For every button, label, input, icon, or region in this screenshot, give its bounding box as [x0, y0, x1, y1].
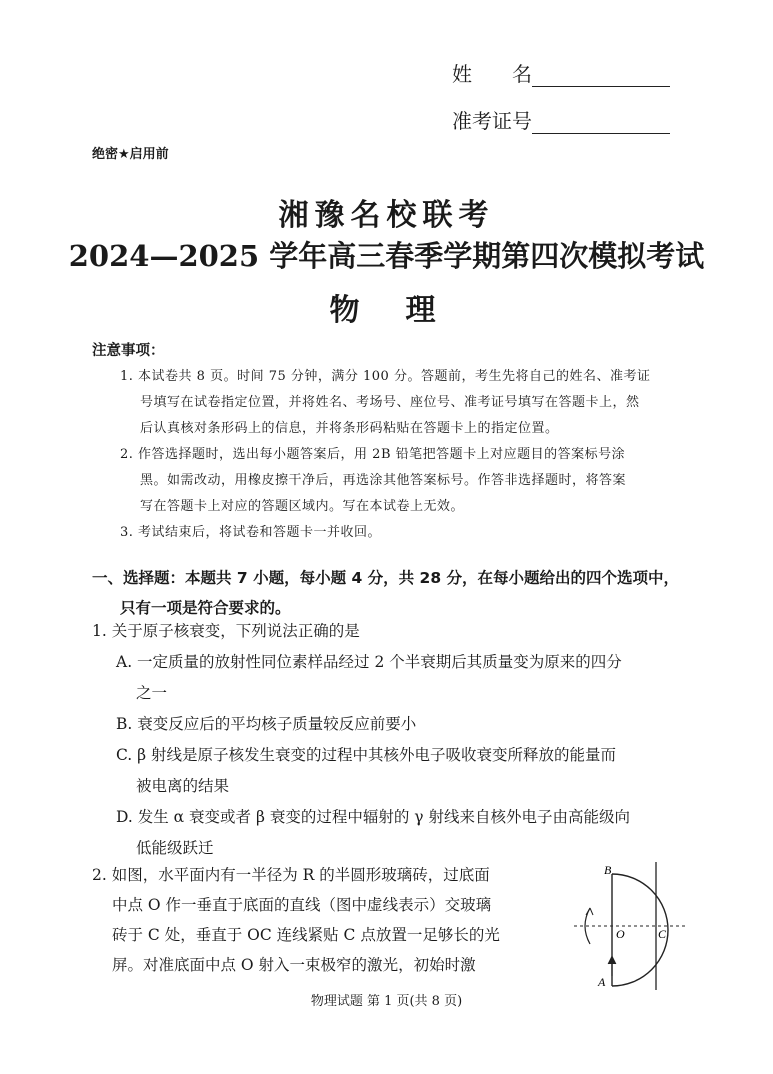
- option-line: 低能级跃迁: [136, 839, 214, 857]
- notice-item-2: [120, 442, 680, 520]
- q1-option-d[interactable]: [92, 802, 702, 864]
- option-line: A. 一定质量的放射性同位素样品经过 2 个半衰期后其质量变为原来的四分: [116, 653, 622, 671]
- section-heading-line2: 只有一项是符合要求的。: [120, 599, 291, 617]
- question-2-line: 2. 如图，水平面内有一半径为 R 的半圆形玻璃砖，过底面: [92, 866, 490, 884]
- id-field: [452, 105, 670, 134]
- q1-option-b[interactable]: [92, 709, 702, 740]
- id-label: 准考证号: [452, 109, 532, 133]
- question-1-stem: 1. 关于原子核衰变，下列说法正确的是: [92, 622, 360, 640]
- subject-title: 物 理: [329, 293, 444, 328]
- section-heading-line1: 一、选择题：本题共 7 小题，每小题 4 分，共 28 分，在每小题给出的四个选项中，: [92, 569, 680, 587]
- page-footer: 物理试题 第 1 页(共 8 页): [310, 994, 463, 1009]
- label-o: O: [616, 927, 625, 941]
- notice-line: 号填写在试卷指定位置，并将姓名、考场号、座位号、准考证号填写在答题卡上，然: [140, 395, 640, 410]
- notice-list: [120, 364, 680, 546]
- exam-title-line2: 2024—2025 学年高三春季学期第四次模拟考试: [68, 239, 705, 273]
- question-2-line: 屏。对准底面中点 O 射入一束极窄的激光，初始时激: [112, 956, 476, 974]
- option-line: 之一: [136, 684, 168, 702]
- option-line: B. 衰变反应后的平均核子质量较反应前要小: [116, 715, 417, 733]
- label-b: B: [604, 863, 612, 877]
- option-line: C. β 射线是原子核发生衰变的过程中其核外电子吸收衰变所释放的能量而: [116, 746, 617, 764]
- notice-line: 1. 本试卷共 8 页。时间 75 分钟，满分 100 分。答题前，考生先将自己的姓名、准考证: [120, 369, 651, 384]
- notice-line: 2. 作答选择题时，选出每小题答案后，用 2B 铅笔把答题卡上对应题目的答案标号涂: [120, 447, 626, 462]
- label-a: A: [598, 975, 606, 989]
- notice-line: 黑。如需改动，用橡皮擦干净后，再选涂其他答案标号。作答非选择题时，将答案: [140, 473, 627, 488]
- question-2: [92, 860, 532, 980]
- option-line: 被电离的结果: [136, 777, 230, 795]
- laser-arrowhead: [608, 956, 616, 964]
- label-c: C: [658, 927, 667, 941]
- glass-brick-diagram: [560, 858, 700, 992]
- id-blank[interactable]: [532, 109, 670, 134]
- notice-line: 3. 考试结束后，将试卷和答题卡一并收回。: [120, 525, 382, 540]
- name-blank[interactable]: [532, 62, 670, 87]
- exam-title-line1: 湘豫名校联考: [278, 198, 495, 233]
- question-1: [92, 616, 702, 864]
- q1-option-c[interactable]: [92, 740, 702, 802]
- confidential-mark: 绝密★启用前: [92, 147, 169, 162]
- notice-line: 写在答题卡上对应的答题区域内。写在本试卷上无效。: [140, 499, 465, 514]
- section-heading: [92, 563, 692, 623]
- rotation-arrowhead: [586, 908, 593, 915]
- notice-item-3: [120, 520, 680, 546]
- option-line: D. 发生 α 衰变或者 β 衰变的过程中辐射的 γ 射线来自核外电子由高能级向: [116, 808, 630, 826]
- q1-option-a[interactable]: [92, 647, 702, 709]
- notice-item-1: [120, 364, 680, 442]
- question-2-line: 中点 O 作一垂直于底面的直线（图中虚线表示）交玻璃: [112, 896, 492, 914]
- question-2-line: 砖于 C 处，垂直于 OC 连线紧贴 C 点放置一足够长的光: [112, 926, 500, 944]
- notice-heading: 注意事项：: [92, 343, 165, 359]
- notice-line: 后认真核对条形码上的信息，并将条形码粘贴在答题卡上的指定位置。: [140, 421, 559, 436]
- name-field: [452, 58, 670, 87]
- name-label: 姓 名: [452, 62, 532, 86]
